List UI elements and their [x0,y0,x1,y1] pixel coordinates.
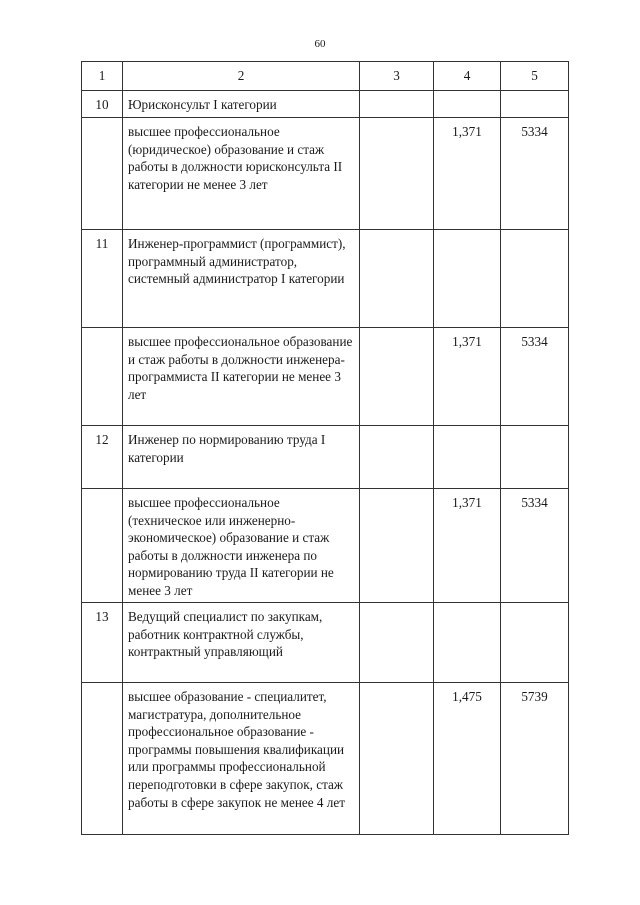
column-3-cell [360,230,434,328]
coefficient-cell: 1,475 [434,683,501,835]
table-row [82,91,569,118]
position-description-cell: высшее профессиональное (техническое или инженерно-экономическое) образование и стаж работы в должности инженера по нормированию труда II категории не менее 3 лет [123,489,360,603]
position-description-cell: высшее образование - специалитет, магистратура, дополнительное профессиональное образование - программы повышения квалификации или программы профессиональной переподготовки в сфере закупок, стаж работы в сфере закупок не менее 4 лет [123,683,360,835]
column-3-cell [360,603,434,683]
row-number-cell: 11 [82,230,123,328]
salary-amount-cell: 5739 [501,683,569,835]
salary-amount-cell [501,426,569,489]
position-description-cell: Ведущий специалист по закупкам, работник контрактной службы, контрактный управляющий [123,603,360,683]
position-description-cell: Юрисконсульт I категории [123,91,360,118]
positions-table [81,61,569,835]
table-row [82,230,569,328]
table-row [82,489,569,603]
coefficient-cell [434,426,501,489]
table-row [82,328,569,426]
header-cell: 1 [82,62,123,91]
header-cell: 2 [123,62,360,91]
table-row [82,603,569,683]
header-cell: 3 [360,62,434,91]
position-description-cell: Инженер по нормированию труда I категории [123,426,360,489]
table-row [82,426,569,489]
column-3-cell [360,91,434,118]
column-3-cell [360,489,434,603]
coefficient-cell [434,230,501,328]
table-row [82,683,569,835]
row-number-cell [82,683,123,835]
header-cell: 4 [434,62,501,91]
table-header-row [82,62,569,91]
coefficient-cell: 1,371 [434,489,501,603]
row-number-cell: 10 [82,91,123,118]
column-3-cell [360,426,434,489]
header-cell: 5 [501,62,569,91]
row-number-cell [82,489,123,603]
salary-amount-cell: 5334 [501,328,569,426]
coefficient-cell: 1,371 [434,118,501,230]
coefficient-cell [434,603,501,683]
column-3-cell [360,118,434,230]
position-description-cell: высшее профессиональное образование и стаж работы в должности инженера-программиста II категории не менее 3 лет [123,328,360,426]
salary-amount-cell: 5334 [501,118,569,230]
salary-amount-cell: 5334 [501,489,569,603]
salary-amount-cell [501,230,569,328]
salary-amount-cell [501,91,569,118]
row-number-cell: 12 [82,426,123,489]
coefficient-cell: 1,371 [434,328,501,426]
column-3-cell [360,683,434,835]
row-number-cell [82,328,123,426]
row-number-cell: 13 [82,603,123,683]
page-number: 60 [314,38,326,50]
column-3-cell [360,328,434,426]
coefficient-cell [434,91,501,118]
table-row [82,118,569,230]
position-description-cell: высшее профессиональное (юридическое) образование и стаж работы в должности юрисконсульта II категории не менее 3 лет [123,118,360,230]
position-description-cell: Инженер-программист (программист), программный администратор, системный администратор I категории [123,230,360,328]
salary-amount-cell [501,603,569,683]
row-number-cell [82,118,123,230]
